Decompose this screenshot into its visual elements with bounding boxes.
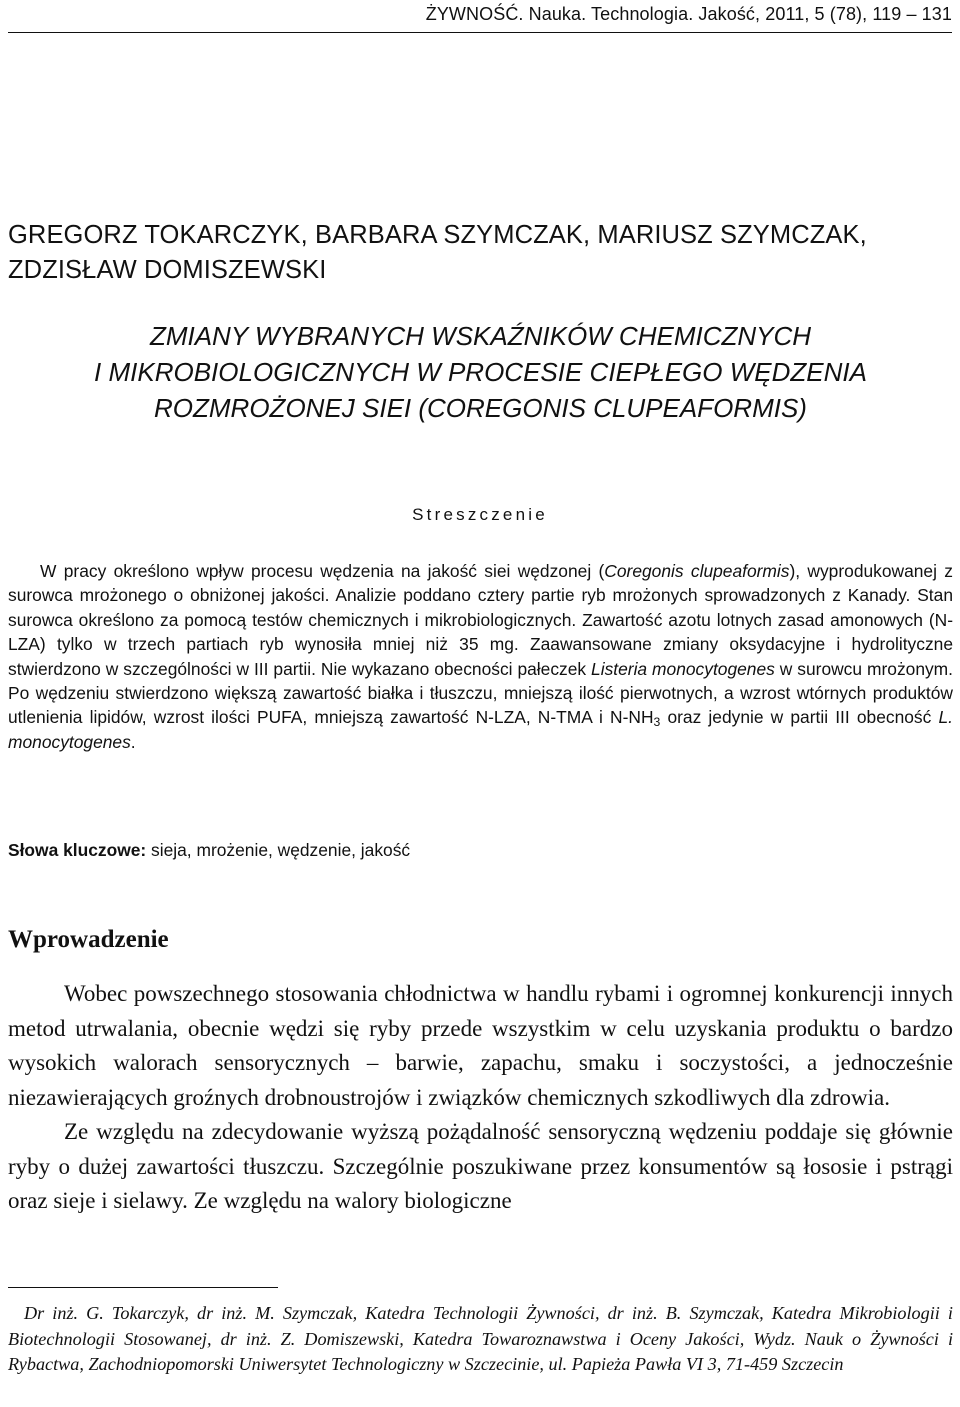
abstract-heading: Streszczenie bbox=[412, 505, 548, 524]
abstract-segment-1: W pracy określono wpływ procesu wędzenia na jakość siei wędzonej ( bbox=[40, 561, 605, 581]
title-line-3-prefix: ROZMROŻONEJ SIEI ( bbox=[154, 393, 428, 423]
introduction-paragraph-2: Ze względu na zdecydowanie wyższą pożądalność sensoryczną wędzeniu poddaje się głównie ryby o dużej zawartości tłuszczu. Szczególnie poszukiwane przez konsumentów są łososie i pstrągi oraz sieje i sielawy. Ze względu na walory biologiczne bbox=[8, 1119, 953, 1213]
abstract-segment-3: w surowcu mrożonym. Po wędzeniu stwierdzono większą zawartość białka i tłuszczu, mniejszą ilość pierwotnych, a wzrost wtórnych produktów utlenienia lipidów, wzrost ilości PUFA, mniejszą zawartość N-LZA, N-TMA i N-NH bbox=[8, 658, 954, 728]
authors-line-1: GREGORZ TOKARCZYK, BARBARA SZYMCZAK, MARIUSZ SZYMCZAK, bbox=[8, 221, 867, 249]
article-title bbox=[8, 318, 953, 426]
abstract-segment-2: ), wyprodukowanej z surowca mrożonego o obniżonej jakości. Analizie poddano cztery partie ryb mrożonych sprowadzonych z Kanady. Stan surowca określono za pomocą testów chemicznych i mikrobiologicznych. Zawartość azotu lotnych zasad amonowych (N-LZA) tylko w trzech partiach ryb wynosiła mniej niż 35 mg. Zaawansowane zmiany oksydacyjne i hydrolityczne stwierdzono w szczególności w III partii. Nie wykazano obecności pałeczek bbox=[8, 561, 953, 679]
abstract-species-3: L. monocytogenes bbox=[8, 707, 953, 752]
title-species-name: COREGONIS CLUPEAFORMIS bbox=[427, 393, 799, 423]
footnote-rule bbox=[8, 1287, 278, 1288]
title-line-3 bbox=[8, 390, 953, 426]
author-list bbox=[8, 218, 953, 288]
keywords bbox=[8, 840, 953, 861]
keywords-label: Słowa kluczowe: bbox=[8, 840, 147, 860]
introduction-paragraph-1: Wobec powszechnego stosowania chłodnictwa w handlu rybami i ogromnej konkurencji innych metod utrwalania, obecnie wędzi się ryby przede wszystkim w celu uzyskania produktu o bardzo wysokich walorach sensorycznych – barwie, zapachu, smaku i soczystości, a jednocześnie niezawierających groźnych drobnoustrojów i związków chemicznych szkodliwych dla zdrowia. bbox=[8, 981, 953, 1110]
abstract-body bbox=[8, 559, 953, 754]
title-line-3-suffix: ) bbox=[798, 393, 807, 423]
title-line-1: ZMIANY WYBRANYCH WSKAŹNIKÓW CHEMICZNYCH bbox=[149, 321, 812, 351]
abstract-segment-5: . bbox=[130, 731, 136, 752]
abstract-paragraph bbox=[8, 559, 953, 754]
authors-line-2: ZDZISŁAW DOMISZEWSKI bbox=[8, 256, 327, 284]
running-head: ŻYWNOŚĆ. Nauka. Technologia. Jakość, 2011, 5 (78), 119 – 131 bbox=[425, 4, 952, 24]
section-heading-introduction: Wprowadzenie bbox=[8, 926, 169, 953]
author-affiliations-footnote: Dr inż. G. Tokarczyk, dr inż. M. Szymczak, Katedra Technologii Żywności, dr inż. B. Szymczak, Katedra Mikrobiologii i Biotechnologii Stosowanej, dr inż. Z. Domiszewski, Katedra Towaroznawstwa i Oceny Jakości, Wydz. Nauk o Żywności i Rybactwa, Zachodniopomorski Uniwersytet Technologiczny w Szczecinie, ul. Papieża Pawła VI 3, 71-459 Szczecin bbox=[8, 1303, 953, 1374]
abstract-segment-4: oraz jedynie w partii III obecność bbox=[660, 707, 939, 728]
keywords-text: sieja, mrożenie, wędzenie, jakość bbox=[146, 840, 411, 860]
title-line-2: I MIKROBIOLOGICZNYCH W PROCESIE CIEPŁEGO WĘDZENIA bbox=[94, 357, 867, 387]
introduction-body bbox=[8, 977, 953, 1219]
abstract-species-1: Coregonis clupeaformis bbox=[604, 561, 790, 581]
abstract-subscript: 3 bbox=[653, 715, 661, 730]
header-rule bbox=[8, 32, 952, 33]
abstract-species-2: Listeria monocytogenes bbox=[591, 658, 775, 679]
